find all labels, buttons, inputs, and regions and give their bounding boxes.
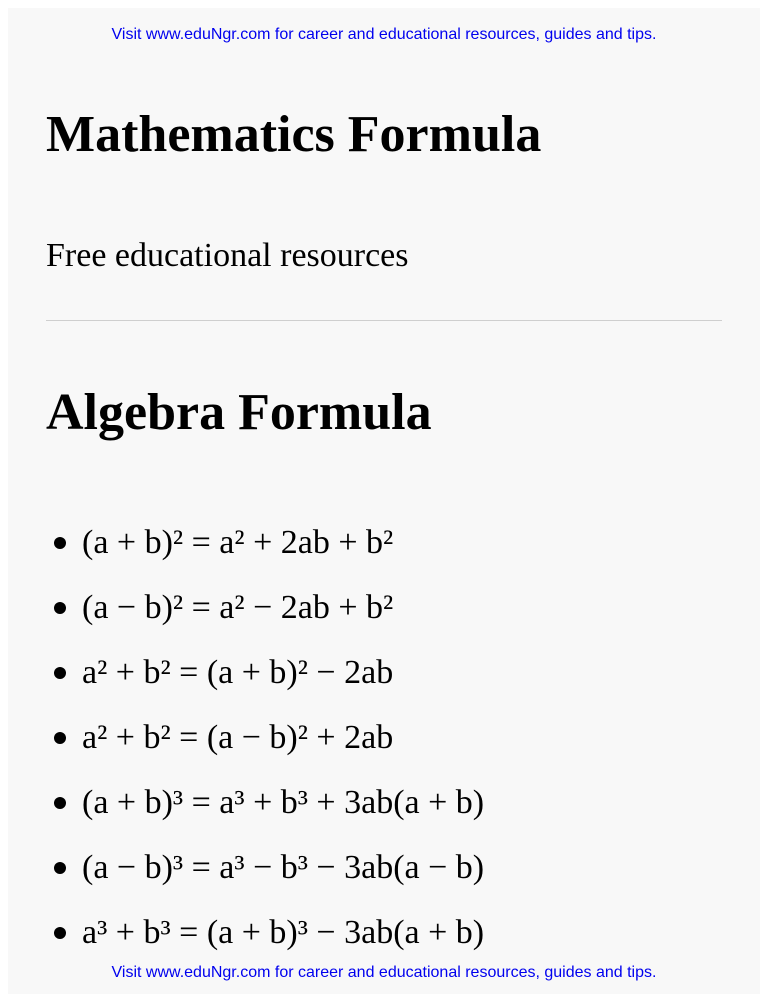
formula-text: a² + b² = (a + b)² − 2ab — [82, 654, 394, 691]
bullet-icon — [54, 602, 66, 614]
formula-text: (a − b)² = a² − 2ab + b² — [82, 589, 394, 626]
footer-promo-link[interactable]: Visit www.eduNgr.com for career and educational resources, guides and tips. — [111, 964, 657, 981]
bullet-icon — [54, 927, 66, 939]
formula-item — [0, 575, 484, 640]
section-title: Algebra Formula — [46, 384, 432, 441]
formula-list — [0, 510, 484, 965]
formula-text: (a − b)³ = a³ − b³ − 3ab(a − b) — [82, 849, 485, 886]
formula-item — [0, 770, 484, 835]
formula-item — [0, 640, 484, 705]
bullet-icon — [54, 862, 66, 874]
formula-text: (a + b)² = a² + 2ab + b² — [82, 524, 394, 561]
bullet-icon — [54, 667, 66, 679]
formula-item — [0, 705, 484, 770]
formula-item — [0, 900, 484, 965]
page-title: Mathematics Formula — [46, 106, 542, 163]
formula-text: (a + b)³ = a³ + b³ + 3ab(a + b) — [82, 784, 485, 821]
bullet-icon — [54, 732, 66, 744]
formula-text: a² + b² = (a − b)² + 2ab — [82, 719, 394, 756]
page-subtitle: Free educational resources — [46, 237, 409, 274]
bullet-icon — [54, 797, 66, 809]
formula-item — [0, 835, 484, 900]
bullet-icon — [54, 537, 66, 549]
formula-text: a³ + b³ = (a + b)³ − 3ab(a + b) — [82, 914, 485, 951]
formula-item — [0, 510, 484, 575]
section-divider — [46, 320, 722, 321]
header-promo-link[interactable]: Visit www.eduNgr.com for career and educational resources, guides and tips. — [111, 26, 657, 43]
